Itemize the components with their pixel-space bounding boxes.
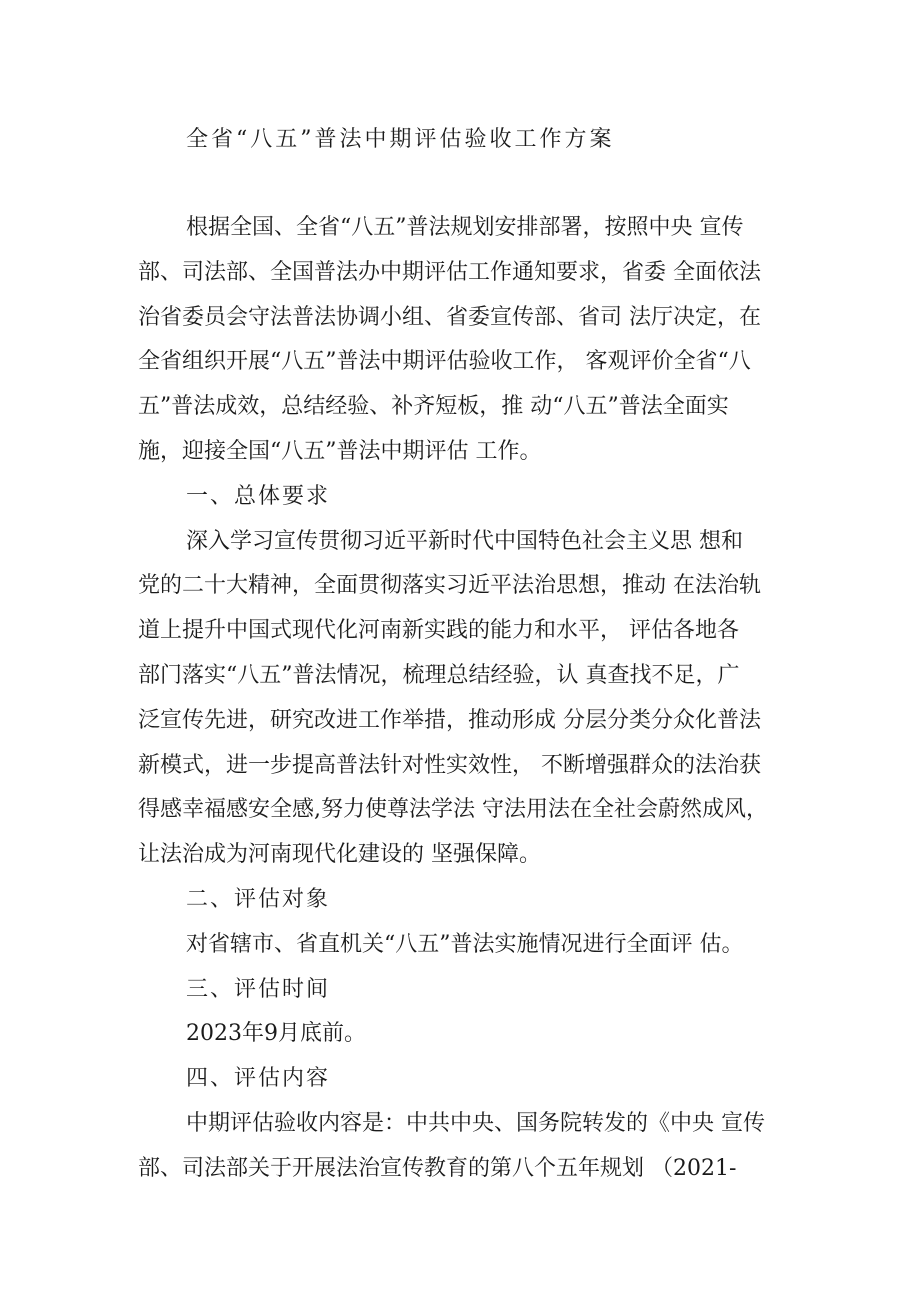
paragraph-line: 2023年9月底前。: [186, 1021, 366, 1047]
paragraph-line: 泛宣传先进，研究改进工作举措，推动形成 分层分类分众化普法: [138, 707, 761, 733]
section-heading: 一、总体要求: [186, 483, 331, 509]
section-heading: 三、评估时间: [186, 976, 331, 1002]
paragraph-line: 部、司法部、全国普法办中期评估工作通知要求，省委 全面依法: [138, 259, 761, 285]
paragraph-line: 根据全国、全省“八五”普法规划安排部署，按照中央 宣传: [186, 215, 744, 240]
paragraph-line: 新模式，进一步提高普法针对性实效性， 不断增强群众的法治获: [138, 752, 761, 778]
section-heading: 二、评估对象: [186, 886, 331, 912]
paragraph-line: 中期评估验收内容是：中共中央、国务院转发的《中央 宣传: [186, 1110, 765, 1136]
paragraph-line: 施，迎接全国“八五”普法中期评估 工作。: [138, 438, 542, 464]
paragraph-line: 深入学习宣传贯彻习近平新时代中国特色社会主义思 想和: [186, 528, 743, 554]
paragraph-line: 五”普法成效，总结经验、补齐短板，推 动“八五”普法全面实: [138, 394, 729, 420]
document-title: 全省“八五”普法中期评估验收工作方案: [186, 127, 615, 152]
paragraph-line: 得感幸福感安全感,努力使尊法学法 守法用法在全社会蔚然成风，: [138, 797, 768, 823]
paragraph-line: 党的二十大精神，全面贯彻落实习近平法治思想，推动 在法治轨: [138, 573, 761, 599]
paragraph-line: 让法治成为河南现代化建设的 坚强保障。: [138, 842, 541, 868]
paragraph-line: 对省辖市、省直机关“八五”普法实施情况进行全面评 估。: [186, 931, 744, 957]
paragraph-line: 部门落实“八五”普法情况，梳理总结经验，认 真查找不足，广: [138, 662, 740, 688]
document-body: [138, 206, 798, 1192]
paragraph-line: 部、司法部关于开展法治宣传教育的第八个五年规划 （2021-: [138, 1155, 737, 1181]
paragraph-line: 道上提升中国式现代化河南新实践的能力和水平， 评估各地各: [138, 618, 739, 644]
section-heading: 四、评估内容: [186, 1066, 331, 1092]
paragraph-line: 全省组织开展“八五”普法中期评估验收工作， 客观评价全省“八: [138, 349, 751, 375]
paragraph-line: 治省委员会守法普法协调小组、省委宣传部、省司 法厅决定，在: [138, 304, 761, 330]
